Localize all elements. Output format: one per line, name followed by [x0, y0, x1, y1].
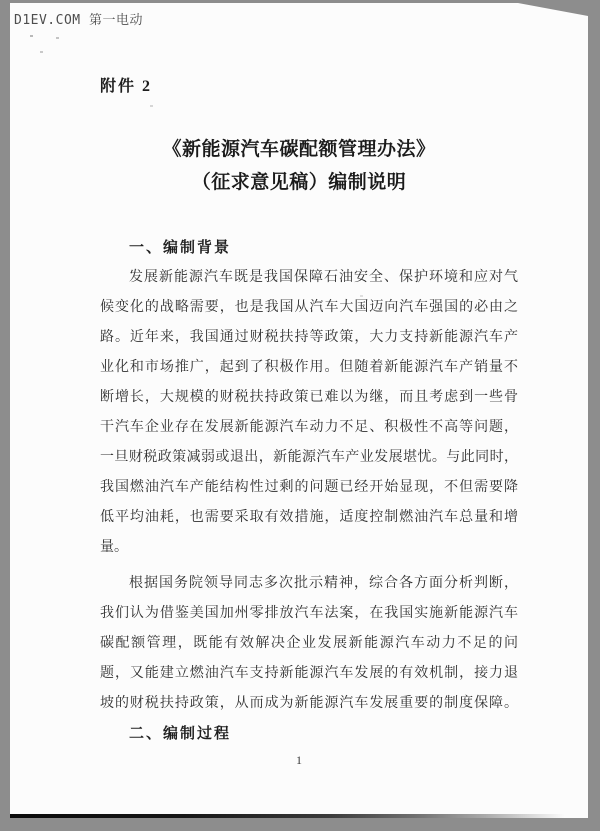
- watermark: D1EV.COM 第一电动: [14, 13, 143, 28]
- body-line: 我们认为借鉴美国加州零排放汽车法案，在我国实施新能源汽车: [100, 606, 518, 621]
- paragraph-2: [100, 569, 518, 719]
- body-line: 题，又能建立燃油汽车支持新能源汽车发展的有效机制，接力退: [100, 666, 518, 681]
- body-line: 低平均油耗，也需要采取有效措施，适度控制燃油汽车总量和增: [100, 510, 518, 525]
- paragraph-1: [100, 263, 518, 563]
- body-line: 我国燃油汽车产能结构性过剩的问题已经开始显现，不但需要降: [100, 480, 518, 495]
- attachment-label: 附件 2: [100, 78, 153, 95]
- body-line: 碳配额管理，既能有效解决企业发展新能源汽车动力不足的问: [100, 636, 518, 651]
- title-line-2: （征求意见稿）编制说明: [191, 172, 407, 193]
- scan-corner-artifact: [518, 3, 588, 16]
- page-number: 1: [296, 753, 302, 767]
- body-line: 路。近年来，我国通过财税扶持等政策，大力支持新能源汽车产: [100, 330, 518, 345]
- body-line: 量。: [100, 540, 128, 555]
- body-line: 坡的财税扶持政策，从而成为新能源汽车发展重要的制度保障。: [100, 696, 518, 711]
- scanned-page: [10, 3, 588, 818]
- document-body: [100, 233, 518, 749]
- body-line: 干汽车企业存在发展新能源汽车动力不足、积极性不高等问题，: [100, 420, 518, 435]
- body-line: 业化和市场推广，起到了积极作用。但随着新能源汽车产销量不: [100, 360, 518, 375]
- scan-edge-artifact: [10, 814, 588, 818]
- section-heading-1: 一、编制背景: [129, 240, 232, 256]
- body-line: 一旦财税政策减弱或退出，新能源汽车产业发展堪忧。与此同时，: [100, 450, 518, 465]
- body-line: 断增长，大规模的财税扶持政策已难以为继，而且考虑到一些骨: [100, 390, 518, 405]
- document-title: [10, 133, 588, 199]
- section-heading-2: 二、编制过程: [129, 726, 232, 742]
- scan-noise-speckles: [30, 35, 33, 37]
- body-line: 根据国务院领导同志多次批示精神，综合各方面分析判断，: [129, 576, 518, 591]
- body-line: 候变化的战略需要，也是我国从汽车大国迈向汽车强国的必由之: [100, 300, 518, 315]
- body-line: 发展新能源汽车既是我国保障石油安全、保护环境和应对气: [129, 270, 518, 285]
- title-line-1: 《新能源汽车碳配额管理办法》: [162, 139, 436, 160]
